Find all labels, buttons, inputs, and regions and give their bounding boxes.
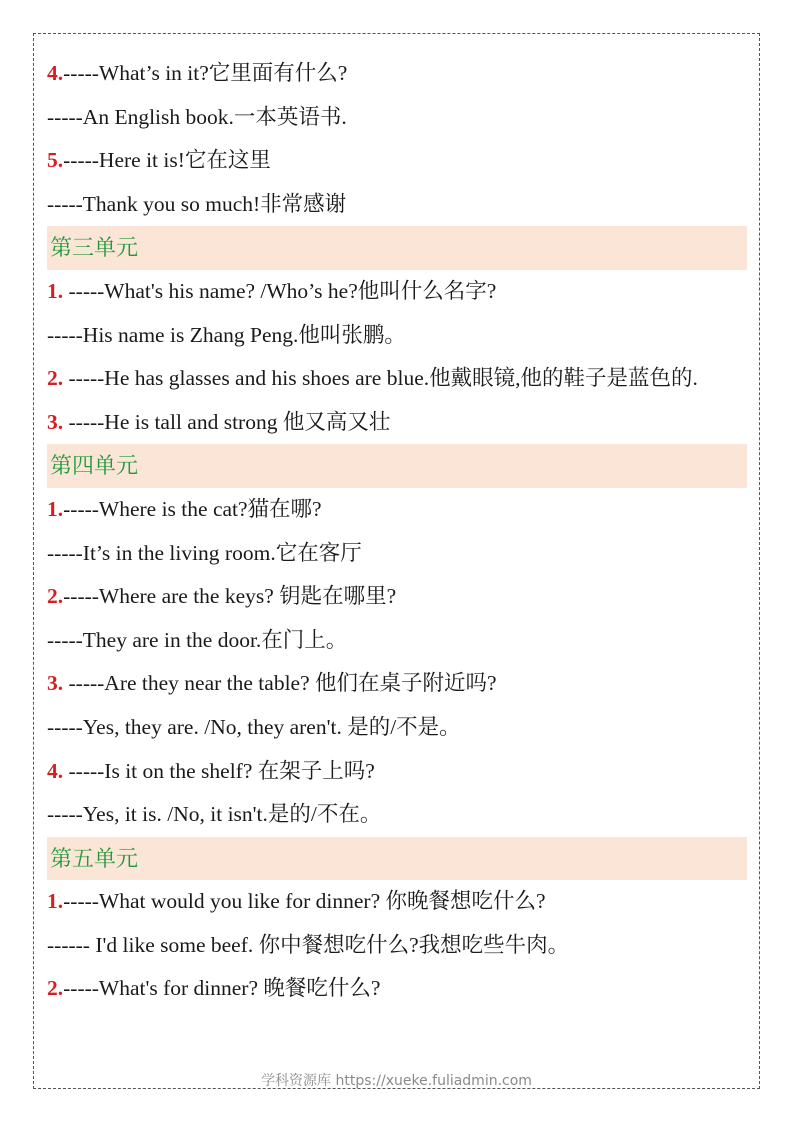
question-line <box>47 270 747 314</box>
answer-line <box>47 619 747 663</box>
question-line <box>47 880 747 924</box>
line-text: ------ I'd like some beef. 你中餐想吃什么?我想吃些牛肉。 <box>47 932 570 957</box>
answer-line <box>47 314 747 358</box>
item-number: 4. <box>47 61 64 85</box>
item-number: 4. <box>47 758 64 783</box>
item-number: 1. <box>47 889 64 914</box>
line-text: -----What's for dinner? 晚餐吃什么? <box>63 976 381 1001</box>
question-line <box>47 662 747 706</box>
line-text: -----Yes, they are. /No, they aren't. 是的/不是。 <box>47 714 461 739</box>
question-line <box>47 967 747 1011</box>
answer-line <box>47 532 747 576</box>
item-number: 2. <box>47 584 64 609</box>
line-text: -----Are they near the table? 他们在桌子附近吗? <box>63 671 497 696</box>
question-line <box>47 401 747 445</box>
line-text: -----Is it on the shelf? 在架子上吗? <box>63 758 375 783</box>
document-body <box>47 52 747 1011</box>
line-text: -----His name is Zhang Peng.他叫张鹏。 <box>47 322 406 347</box>
question-line <box>47 357 747 401</box>
line-text: -----He has glasses and his shoes are blue.他戴眼镜,他的鞋子是蓝色的. <box>63 366 698 391</box>
item-number: 3. <box>47 409 64 434</box>
unit-heading: 第四单元 <box>47 444 747 488</box>
item-number: 5. <box>47 148 64 173</box>
item-number: 1. <box>47 278 64 303</box>
unit-heading: 第五单元 <box>47 837 747 881</box>
question-line <box>47 575 747 619</box>
answer-line <box>47 924 747 968</box>
unit-heading: 第三单元 <box>47 226 747 270</box>
line-text: -----They are in the door.在门上。 <box>47 627 348 652</box>
line-text: -----What’s in it?它里面有什么? <box>63 61 348 85</box>
line-text: -----Here it is!它在这里 <box>63 148 271 173</box>
answer-line <box>47 706 747 750</box>
item-number: 2. <box>47 366 64 391</box>
answer-line <box>47 183 747 227</box>
item-number: 3. <box>47 671 64 696</box>
line-text: -----What would you like for dinner? 你晚餐想吃什么? <box>63 889 546 914</box>
question-line <box>47 139 747 183</box>
footer-watermark: 学科资源库 https://xueke.fuliadmin.com <box>261 1073 532 1089</box>
line-text: -----Where is the cat?猫在哪? <box>63 496 322 521</box>
item-number: 1. <box>47 496 64 521</box>
answer-line <box>47 793 747 837</box>
line-text: -----It’s in the living room.它在客厅 <box>47 540 362 565</box>
question-line <box>47 750 747 794</box>
line-text: -----What's his name? /Who’s he?他叫什么名字? <box>63 278 497 303</box>
line-text: -----Where are the keys? 钥匙在哪里? <box>63 584 397 609</box>
line-text: -----Thank you so much!非常感谢 <box>47 191 347 216</box>
line-text: -----He is tall and strong 他又高又壮 <box>63 409 391 434</box>
item-number: 2. <box>47 976 64 1001</box>
line-text: -----An English book.一本英语书. <box>47 104 347 129</box>
question-line <box>47 488 747 532</box>
question-line <box>47 52 747 96</box>
answer-line <box>47 96 747 140</box>
line-text: -----Yes, it is. /No, it isn't.是的/不在。 <box>47 802 382 827</box>
